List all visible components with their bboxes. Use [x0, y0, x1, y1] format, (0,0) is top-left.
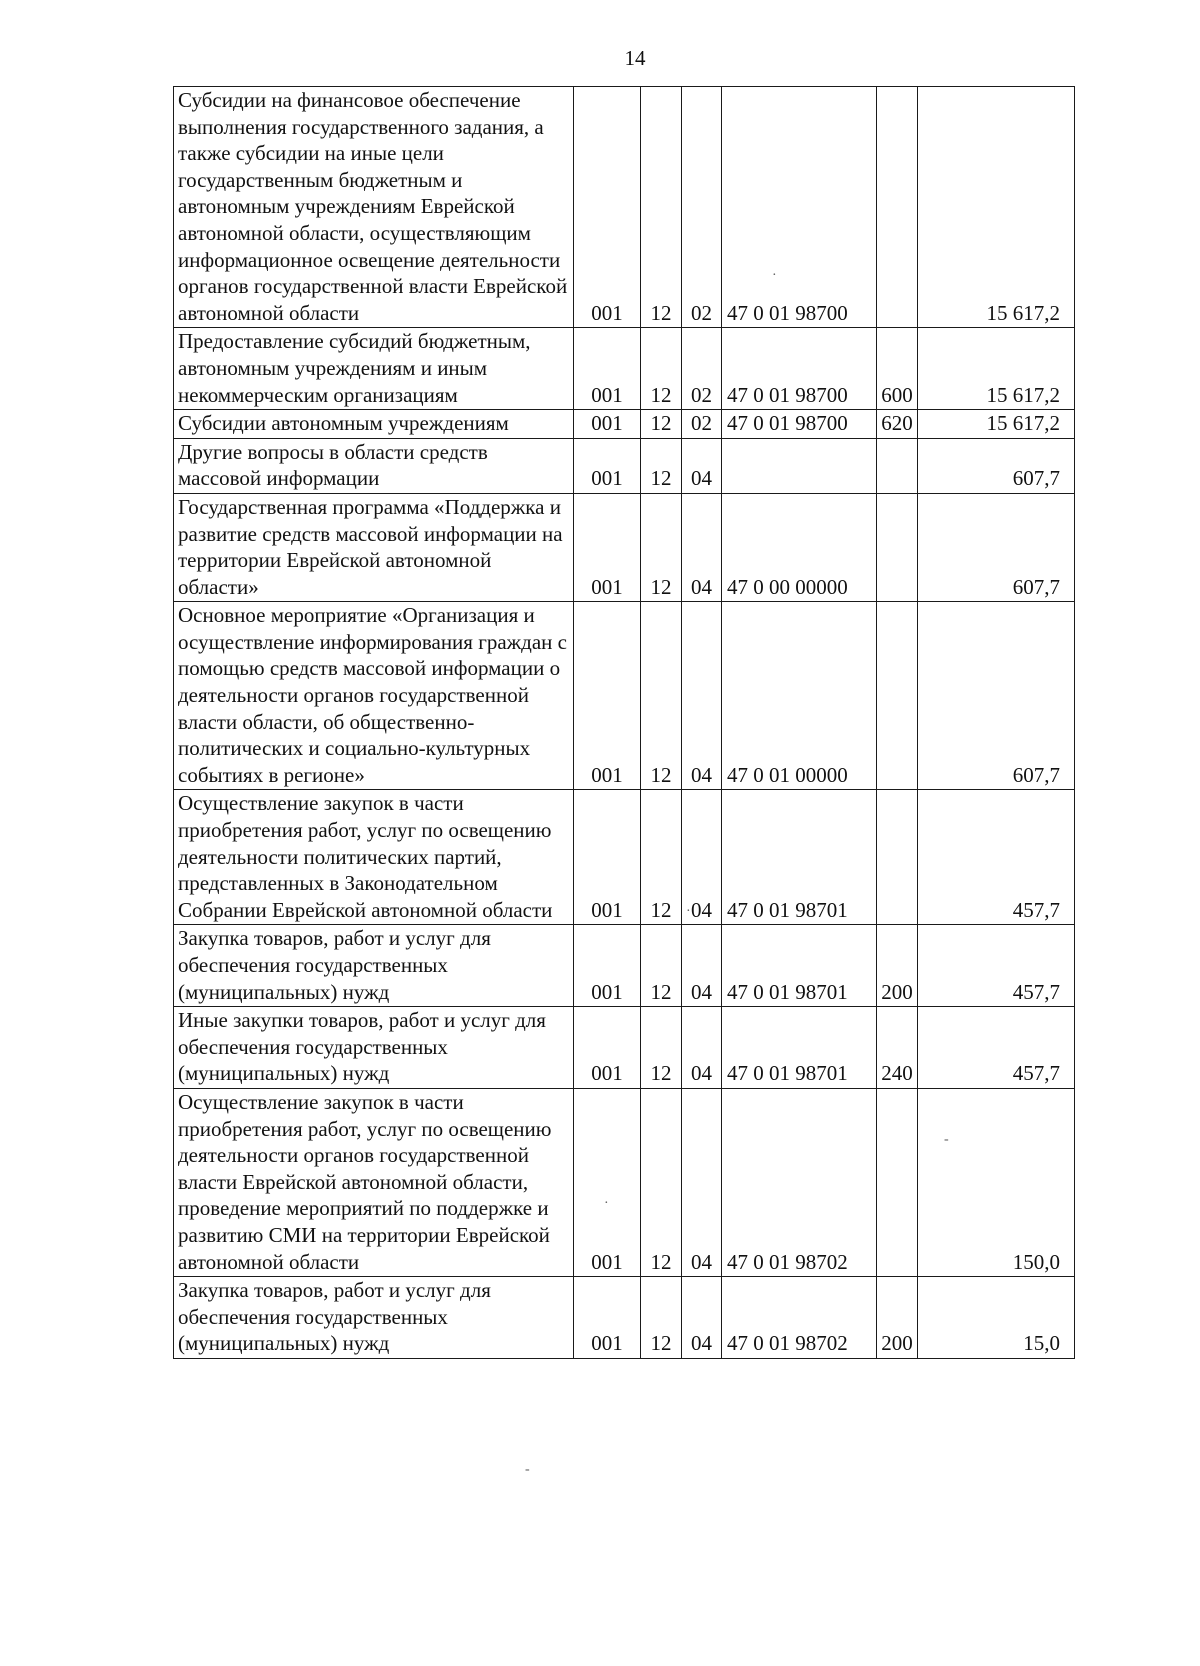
- subsection-code: 02: [682, 410, 722, 439]
- table-row: [174, 493, 1075, 601]
- amount: 607,7: [918, 493, 1075, 601]
- section-code: 12: [641, 410, 682, 439]
- stray-mark: -: [944, 1132, 949, 1147]
- section-code: 12: [641, 1088, 682, 1276]
- target-article-code: 47 0 01 98702: [722, 1277, 877, 1359]
- ministry-code: 001: [574, 1007, 641, 1089]
- section-code: 12: [641, 438, 682, 493]
- amount: 607,7: [918, 438, 1075, 493]
- item-name: Иные закупки товаров, работ и услуг для обеспечения государственных (муниципальных) нужд: [174, 1007, 574, 1089]
- subsection-code: 04: [682, 493, 722, 601]
- ministry-code: 001: [574, 410, 641, 439]
- target-article-code: 47 0 01 98700: [722, 87, 877, 328]
- target-article-code: 47 0 01 98701: [722, 925, 877, 1007]
- section-code: 12: [641, 925, 682, 1007]
- expense-type-code: [877, 602, 918, 790]
- stray-mark: ·: [772, 268, 777, 283]
- ministry-code: 001: [574, 438, 641, 493]
- ministry-code: 001: [574, 790, 641, 925]
- item-name: Субсидии автономным учреждениям: [174, 410, 574, 439]
- ministry-code: 001: [574, 925, 641, 1007]
- table-row: [174, 1277, 1075, 1359]
- subsection-code: 04: [682, 925, 722, 1007]
- ministry-code: 001: [574, 602, 641, 790]
- table-body: [174, 87, 1075, 1359]
- target-article-code: 47 0 01 98702: [722, 1088, 877, 1276]
- amount: 457,7: [918, 925, 1075, 1007]
- item-name: Предоставление субсидий бюджетным, автономным учреждениям и иным некоммерческим организациям: [174, 328, 574, 410]
- section-code: 12: [641, 328, 682, 410]
- expense-type-code: [877, 87, 918, 328]
- section-code: 12: [641, 602, 682, 790]
- subsection-code: 04: [682, 438, 722, 493]
- ministry-code: 001: [574, 493, 641, 601]
- budget-table: [173, 86, 1075, 1359]
- amount: 457,7: [918, 1007, 1075, 1089]
- table-row: [174, 438, 1075, 493]
- expense-type-code: 200: [877, 1277, 918, 1359]
- subsection-code: 04: [682, 1007, 722, 1089]
- table-row: [174, 1088, 1075, 1276]
- ministry-code: 001: [574, 328, 641, 410]
- table-row: [174, 602, 1075, 790]
- stray-mark: -: [525, 1462, 530, 1477]
- ministry-code: 001: [574, 87, 641, 328]
- stray-mark: ·: [686, 904, 691, 919]
- table-row: [174, 410, 1075, 439]
- ministry-code: 001: [574, 1277, 641, 1359]
- expense-type-code: [877, 438, 918, 493]
- amount: 607,7: [918, 602, 1075, 790]
- subsection-code: 02: [682, 87, 722, 328]
- target-article-code: 47 0 01 98700: [722, 410, 877, 439]
- table-row: [174, 87, 1075, 328]
- amount: 457,7: [918, 790, 1075, 925]
- section-code: 12: [641, 87, 682, 328]
- table-row: [174, 790, 1075, 925]
- stray-mark: ·: [604, 1196, 609, 1211]
- expense-type-code: 600: [877, 328, 918, 410]
- section-code: 12: [641, 1007, 682, 1089]
- item-name: Другие вопросы в области средств массовой информации: [174, 438, 574, 493]
- amount: 15 617,2: [918, 328, 1075, 410]
- amount: 15 617,2: [918, 87, 1075, 328]
- item-name: Осуществление закупок в части приобретения работ, услуг по освещению деятельности политических партий, представленных в Законодательном Собрании Еврейской автономной области: [174, 790, 574, 925]
- item-name: Субсидии на финансовое обеспечение выполнения государственного задания, а также субсидии на иные цели государственным бюджетным и автономным учреждениям Еврейской автономной области, осуществляющим информационное освещение деятельности органов государственной власти Еврейской автономной области: [174, 87, 574, 328]
- expense-type-code: [877, 1088, 918, 1276]
- amount: 15 617,2: [918, 410, 1075, 439]
- section-code: 12: [641, 493, 682, 601]
- expense-type-code: 240: [877, 1007, 918, 1089]
- subsection-code: 04: [682, 1277, 722, 1359]
- subsection-code: 04: [682, 602, 722, 790]
- expense-type-code: [877, 493, 918, 601]
- item-name: Закупка товаров, работ и услуг для обеспечения государственных (муниципальных) нужд: [174, 1277, 574, 1359]
- subsection-code: 04: [682, 790, 722, 925]
- amount: 150,0: [918, 1088, 1075, 1276]
- item-name: Закупка товаров, работ и услуг для обеспечения государственных (муниципальных) нужд: [174, 925, 574, 1007]
- target-article-code: [722, 438, 877, 493]
- section-code: 12: [641, 790, 682, 925]
- expense-type-code: 200: [877, 925, 918, 1007]
- target-article-code: 47 0 01 98700: [722, 328, 877, 410]
- subsection-code: 04: [682, 1088, 722, 1276]
- amount: 15,0: [918, 1277, 1075, 1359]
- target-article-code: 47 0 01 00000: [722, 602, 877, 790]
- item-name: Осуществление закупок в части приобретения работ, услуг по освещению деятельности органов государственной власти Еврейской автономной области, проведение мероприятий по поддержке и развитию СМИ на территории Еврейской автономной области: [174, 1088, 574, 1276]
- page-number: 14: [624, 46, 646, 70]
- expense-type-code: [877, 790, 918, 925]
- table-row: [174, 1007, 1075, 1089]
- table-row: [174, 925, 1075, 1007]
- section-code: 12: [641, 1277, 682, 1359]
- target-article-code: 47 0 01 98701: [722, 1007, 877, 1089]
- item-name: Основное мероприятие «Организация и осуществление информирования граждан с помощью средств массовой информации о деятельности органов государственной власти области, об общественно-политических и социально-культурных событиях в регионе»: [174, 602, 574, 790]
- table-row: [174, 328, 1075, 410]
- target-article-code: 47 0 00 00000: [722, 493, 877, 601]
- expense-type-code: 620: [877, 410, 918, 439]
- target-article-code: 47 0 01 98701: [722, 790, 877, 925]
- subsection-code: 02: [682, 328, 722, 410]
- item-name: Государственная программа «Поддержка и развитие средств массовой информации на территории Еврейской автономной области»: [174, 493, 574, 601]
- ministry-code: 001: [574, 1088, 641, 1276]
